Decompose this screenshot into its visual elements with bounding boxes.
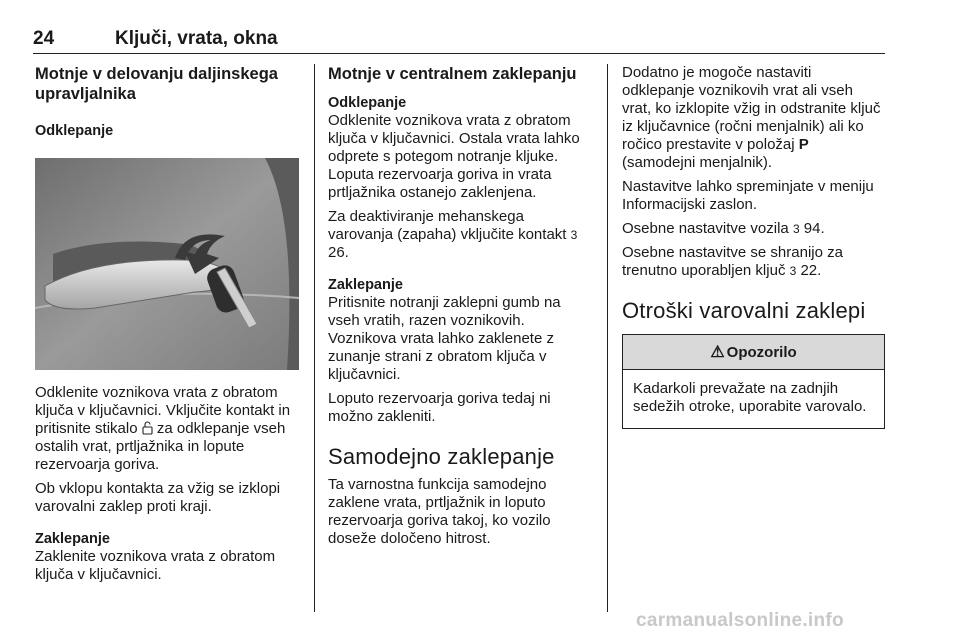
- paragraph: Loputo rezervoarja goriva tedaj ni možno zakleniti.: [328, 390, 551, 425]
- column-divider: [607, 64, 608, 612]
- column-1: [35, 64, 300, 584]
- warning-title: Opozorilo: [726, 343, 797, 361]
- paragraph: Odklenite voznikova vrata z obratom ključa v ključavnici. Vključite kontakt in pritisnite stikalo za odklepanje vseh ostalih vrat, prtljažnika in lopute rezervoarja goriva.: [35, 384, 291, 473]
- column-3: [622, 64, 886, 429]
- warning-text: Kadarkoli prevažate na zadnjih sedežih otroke, uporabite varovalo.: [633, 380, 867, 415]
- paragraph: Pritisnite notranji zaklepni gumb na vseh vratih, razen voznikovih. Voznikova vrata lahko zaklenete z zunanje strani z obratom ključa v ključavnici.: [328, 294, 561, 383]
- section-heading: Motnje v centralnem zaklepanju: [328, 65, 577, 83]
- warning-header: [623, 335, 884, 370]
- watermark: carmanualsonline.info: [636, 610, 844, 631]
- paragraph: Odklenite voznikova vrata z obratom ključa v ključavnici. Ostala vrata lahko odprete s potegom notranje kljuke. Loputa rezervoarja goriva in vrata prtljažnika ostanejo zaklenjena.: [328, 112, 580, 201]
- reference-arrow-icon: 3: [570, 228, 578, 242]
- page-number: 24: [33, 28, 55, 49]
- unlock-icon: [142, 421, 153, 435]
- paragraph: Osebne nastavitve vozila 3 94.: [622, 220, 825, 237]
- paragraph: Zaklenite voznikova vrata z obratom ključa v ključavnici.: [35, 548, 276, 583]
- column-divider: [314, 64, 315, 612]
- warning-icon: ⚠: [710, 344, 725, 361]
- section-heading: Motnje v delovanju daljinskega upravljalnika: [35, 65, 278, 103]
- page-title: Ključi, vrata, okna: [115, 28, 278, 49]
- subheading-unlocking: Odklepanje: [35, 123, 114, 139]
- paragraph: Ta varnostna funkcija samodejno zaklene vrata, prtljažnik in loputo rezervoarja goriva takoj, ko vozilo doseže določeno hitrost.: [328, 476, 551, 547]
- subheading-locking: Zaklepanje: [35, 531, 110, 547]
- column-2: [328, 64, 590, 548]
- page-reference[interactable]: 22.: [800, 262, 822, 279]
- subheading-locking: Zaklepanje: [328, 277, 403, 293]
- section-title-child-locks: Otroški varovalni zaklepi: [622, 298, 866, 323]
- section-title-auto-locking: Samodejno zaklepanje: [328, 444, 555, 469]
- reference-arrow-icon: 3: [789, 264, 797, 278]
- page-reference[interactable]: 94.: [803, 220, 825, 237]
- subheading-unlocking: Odklepanje: [328, 95, 407, 111]
- paragraph: Osebne nastavitve se shranijo za trenutno uporabljen ključ 3 22.: [622, 244, 843, 279]
- warning-box: [622, 334, 885, 429]
- paragraph: Dodatno je mogoče nastaviti odklepanje voznikovih vrat ali vseh vrat, ko izklopite vžig in odstranite ključ iz ključavnice (ročni menjalnik) ali ko ročico prestavite v položaj P (samodejni menjalnik).: [622, 64, 881, 171]
- page-reference[interactable]: 26.: [328, 244, 349, 261]
- header-rule: [33, 53, 885, 54]
- car-door-key-illustration: [35, 158, 299, 370]
- reference-arrow-icon: 3: [792, 222, 800, 236]
- paragraph: Za deaktiviranje mehanskega varovanja (zapaha) vključite kontakt 3 26.: [328, 208, 578, 261]
- page-header: [33, 28, 885, 52]
- paragraph: Ob vklopu kontakta za vžig se izklopi varovalni zaklep proti kraji.: [35, 480, 281, 515]
- paragraph: Nastavitve lahko spreminjate v meniju Informacijski zaslon.: [622, 178, 874, 213]
